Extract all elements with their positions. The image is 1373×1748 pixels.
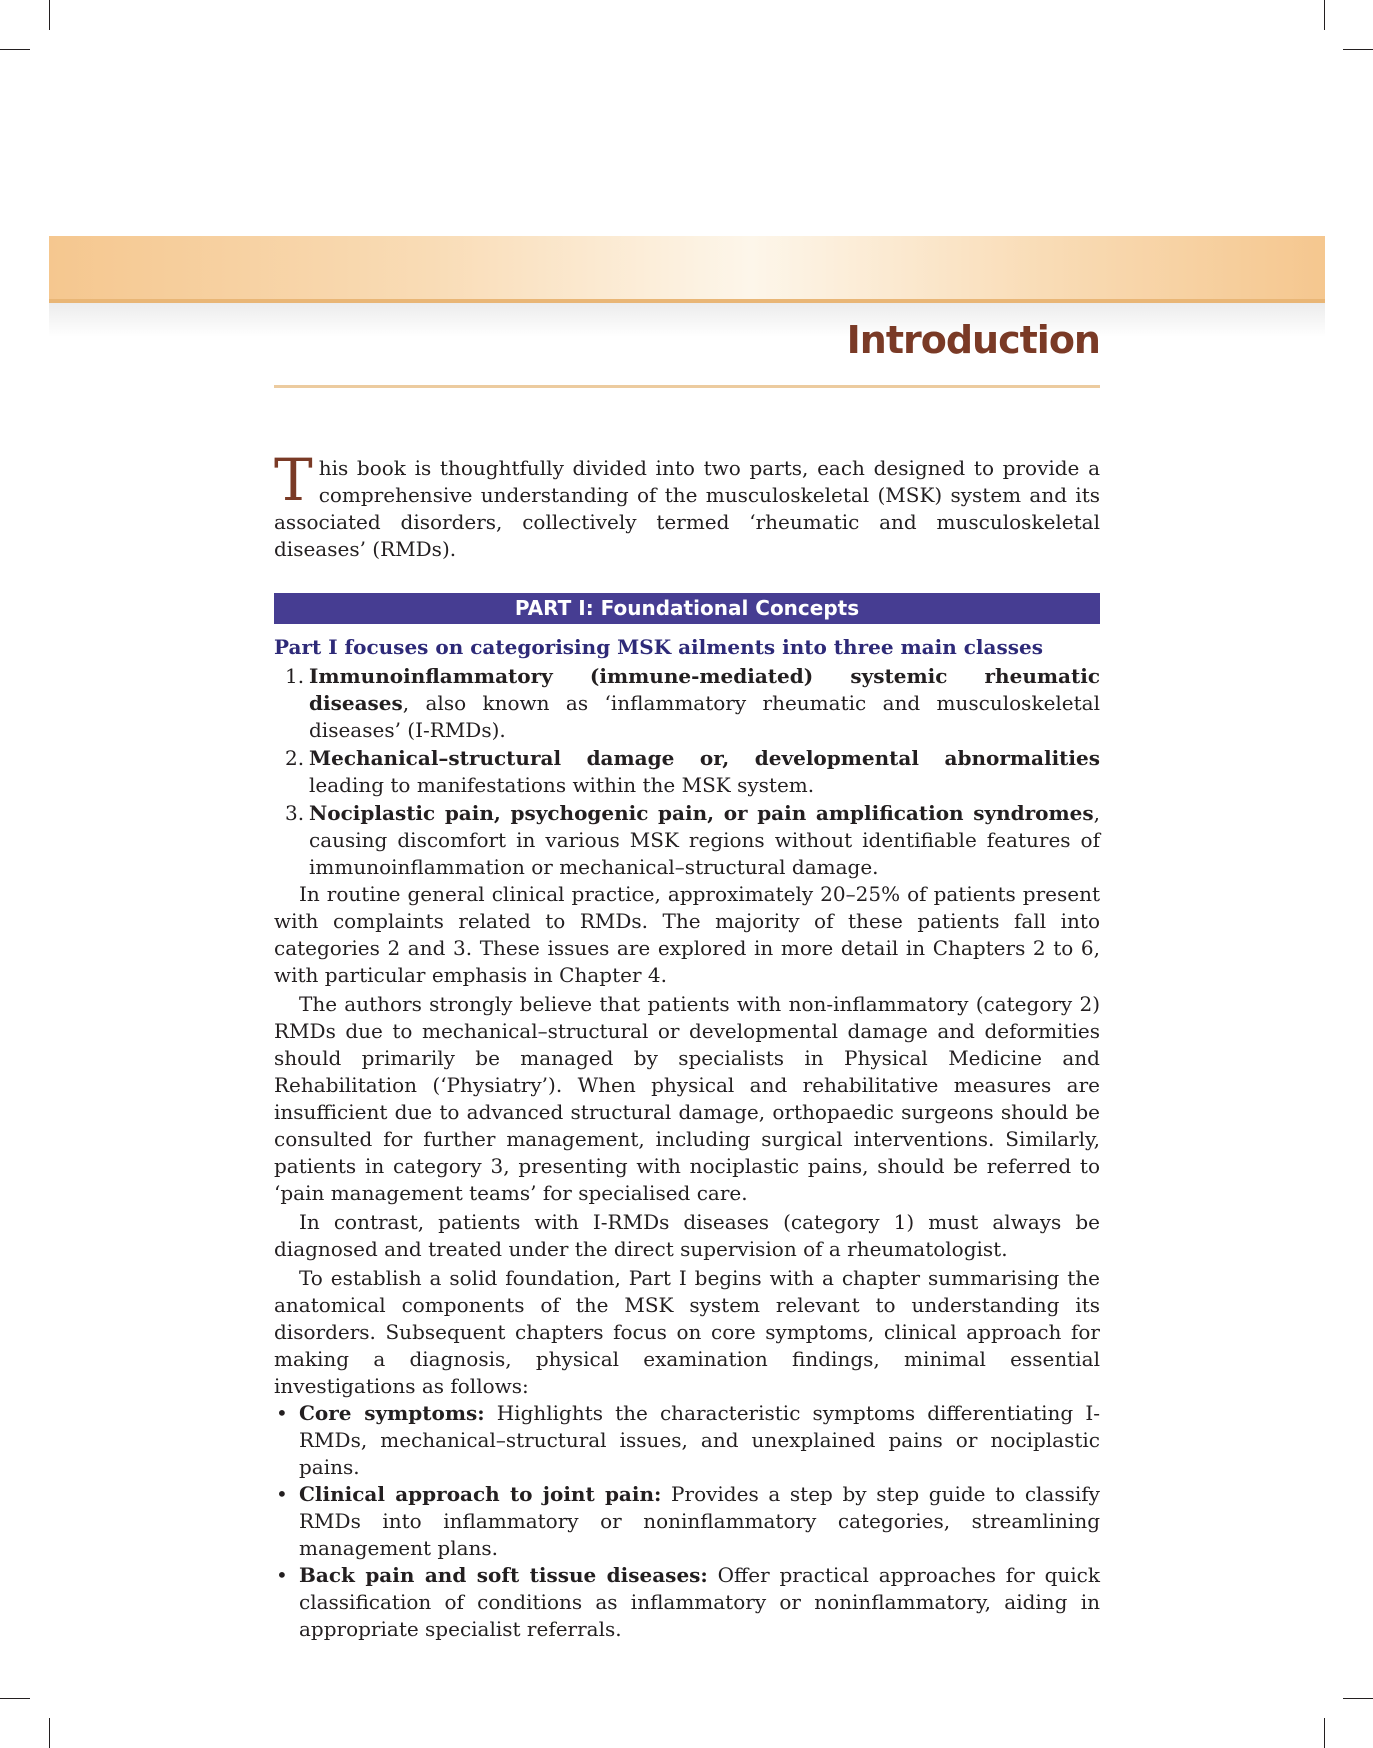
list-item bbox=[274, 663, 1100, 744]
bullet-item-text: Highlights the characteristic symptoms differentiating I-RMDs, mechanical–structural issues, and unexplained pains or nociplastic pains. bbox=[299, 1401, 1100, 1479]
bullet-icon: • bbox=[276, 1482, 288, 1506]
part-heading: PART I: Foundational Concepts bbox=[274, 593, 1100, 624]
list-item-number: 3. bbox=[285, 801, 305, 825]
intro-paragraph bbox=[274, 446, 1100, 563]
chapter-banner bbox=[49, 236, 1325, 300]
crop-mark-bottom-left-horizontal bbox=[0, 1698, 30, 1699]
bullet-icon: • bbox=[276, 1563, 288, 1587]
page-title: Introduction bbox=[846, 318, 1100, 362]
bullet-item bbox=[274, 1400, 1100, 1481]
crop-mark-top-left-vertical bbox=[49, 0, 50, 30]
crop-mark-top-left-horizontal bbox=[0, 49, 30, 50]
list-item-bold: Nociplastic pain, psychogenic pain, or pain amplification syndromes bbox=[309, 801, 1094, 825]
body-paragraph: In routine general clinical practice, approximately 20–25% of patients present with complaints related to RMDs. The majority of these patients fall into categories 2 and 3. These issues are explored in more detail in Chapters 2 to 6, with particular emphasis in Chapter 4. bbox=[274, 882, 1100, 987]
list-item-text: leading to manifestations within the MSK system. bbox=[309, 773, 815, 797]
body-paragraph: To establish a solid foundation, Part I begins with a chapter summarising the anatomical components of the MSK system relevant to understanding its disorders. Subsequent chapters focus on core symptoms, clinical approach for making a diagnosis, physical examination findings, minimal essential investigations as follows: bbox=[274, 1266, 1100, 1398]
list-item-text: , causing discomfort in various MSK regions without identifiable features of immunoinflammation or mechanical–structural damage. bbox=[309, 801, 1100, 879]
list-item-bold: Immunoinflammatory (immune-mediated) systemic rheumatic diseases bbox=[309, 664, 1100, 715]
page-body bbox=[274, 446, 1100, 1643]
bullet-item-bold: Clinical approach to joint pain: bbox=[299, 1482, 662, 1506]
bullet-item-text: Provides a step by step guide to classify RMDs into inflammatory or noninflammatory categories, streamlining management plans. bbox=[299, 1482, 1100, 1560]
bullet-item bbox=[274, 1481, 1100, 1562]
bullet-item-bold: Core symptoms: bbox=[299, 1401, 485, 1425]
list-item-bold: Mechanical–structural damage or, developmental abnormalities bbox=[309, 746, 1100, 770]
intro-text: his book is thoughtfully divided into two parts, each designed to provide a comprehensive understanding of the musculoskeletal (MSK) system and its associated disorders, collectively termed ‘rheumatic and musculoskeletal diseases’ (RMDs). bbox=[274, 456, 1100, 561]
list-item-text: , also known as ‘inflammatory rheumatic and musculoskeletal diseases’ (I-RMDs). bbox=[309, 691, 1100, 742]
bullet-item-text: Offer practical approaches for quick classification of conditions as inflammatory or noninflammatory, aiding in appropriate specialist referrals. bbox=[299, 1563, 1100, 1641]
chapter-banner-shadow bbox=[49, 303, 1325, 337]
bullet-item-bold: Back pain and soft tissue diseases: bbox=[299, 1563, 708, 1587]
list-item-number: 1. bbox=[285, 664, 305, 688]
crop-mark-bottom-right-vertical bbox=[1324, 1718, 1325, 1748]
list-item bbox=[274, 800, 1100, 881]
list-item-number: 2. bbox=[285, 746, 305, 770]
list-item bbox=[274, 745, 1100, 799]
classes-list bbox=[274, 663, 1100, 881]
part-subheading: Part I focuses on categorising MSK ailments into three main classes bbox=[274, 635, 1043, 659]
crop-mark-top-right-horizontal bbox=[1343, 49, 1373, 50]
crop-mark-top-right-vertical bbox=[1324, 0, 1325, 30]
drop-cap: T bbox=[274, 446, 313, 514]
title-underline bbox=[274, 385, 1100, 388]
bullet-list bbox=[274, 1400, 1100, 1643]
body-paragraph: The authors strongly believe that patients with non-inflammatory (category 2) RMDs due to mechanical–structural or developmental damage and deformities should primarily be managed by specialists in Physical Medicine and Rehabilitation (‘Physiatry’). When physical and rehabilitative measures are insufficient due to advanced structural damage, orthopaedic surgeons should be consulted for further management, including surgical interventions. Similarly, patients in category 3, presenting with nociplastic pains, should be referred to ‘pain management teams’ for specialised care. bbox=[274, 992, 1100, 1205]
body-paragraph: In contrast, patients with I-RMDs diseases (category 1) must always be diagnosed and treated under the direct supervision of a rheumatologist. bbox=[274, 1210, 1100, 1261]
bullet-item bbox=[274, 1562, 1100, 1643]
crop-mark-bottom-right-horizontal bbox=[1343, 1698, 1373, 1699]
bullet-icon: • bbox=[276, 1401, 288, 1425]
crop-mark-bottom-left-vertical bbox=[49, 1718, 50, 1748]
